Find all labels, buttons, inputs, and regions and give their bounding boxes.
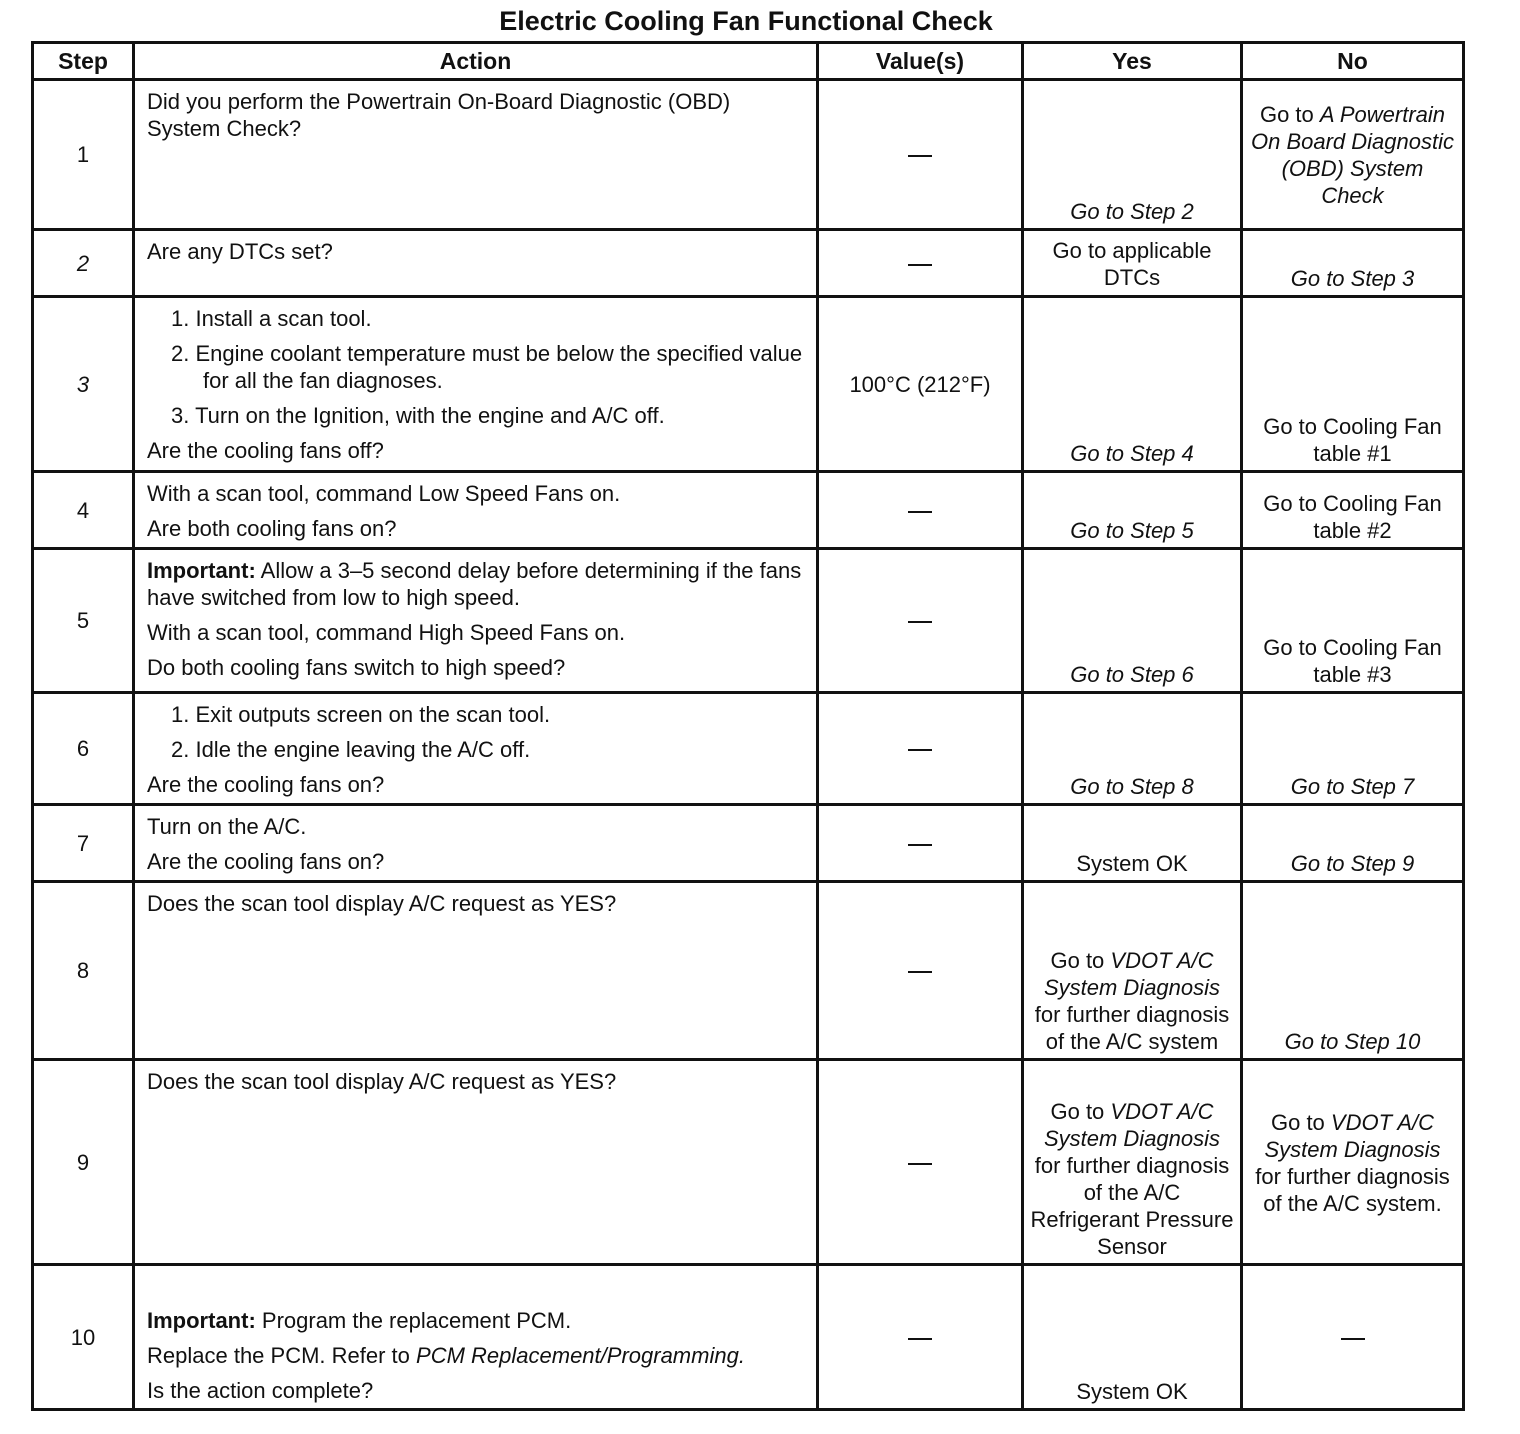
action-text: Does the scan tool display A/C request as YES?	[147, 1069, 617, 1094]
reference-link[interactable]: PCM Replacement/Programming.	[416, 1343, 745, 1368]
table-row	[33, 472, 1464, 549]
value-cell	[818, 693, 1023, 805]
action-question: Are the cooling fans off?	[147, 438, 384, 463]
action-list-item: 1. Install a scan tool.	[171, 306, 372, 331]
dash-mark	[908, 621, 932, 623]
step-number: 1	[33, 80, 134, 230]
action-text-prefix: Replace the PCM. Refer to	[147, 1343, 410, 1368]
important-text: Allow a 3–5 second delay before determining if the fans have switched from low to high speed.	[147, 558, 802, 610]
yes-cell	[1023, 80, 1242, 230]
no-cell	[1242, 80, 1464, 230]
action-cell	[134, 1265, 818, 1410]
value-cell	[818, 805, 1023, 882]
yes-link[interactable]: VDOT A/C System Diagnosis	[1043, 948, 1221, 1000]
dash-mark	[908, 749, 932, 751]
diagnostic-table	[31, 41, 1465, 1411]
no-link[interactable]: Go to Step 10	[1284, 1029, 1421, 1054]
no-cell	[1242, 549, 1464, 693]
action-list-item: 2. Idle the engine leaving the A/C off.	[171, 737, 531, 762]
yes-link[interactable]: Go to applicable DTCs	[1052, 237, 1212, 290]
action-cell	[134, 882, 818, 1060]
action-question: Are the cooling fans on?	[147, 849, 385, 874]
important-label: Important:	[147, 1308, 256, 1333]
yes-prefix: Go to	[1050, 948, 1105, 973]
yes-cell	[1023, 230, 1242, 297]
action-cell	[134, 549, 818, 693]
action-question: Is the action complete?	[147, 1378, 374, 1403]
step-number: 5	[33, 549, 134, 693]
table-row	[33, 805, 1464, 882]
value-cell	[818, 472, 1023, 549]
action-list-item: 3. Turn on the Ignition, with the engine and A/C off.	[171, 403, 665, 428]
no-link[interactable]: Go to Step 3	[1290, 266, 1415, 291]
dash-mark	[1341, 1338, 1365, 1340]
yes-cell	[1023, 693, 1242, 805]
dash-mark	[908, 264, 932, 266]
dash-mark	[908, 971, 932, 973]
action-question: Are both cooling fans on?	[147, 516, 397, 541]
table-row	[33, 1265, 1464, 1410]
step-number: 6	[33, 693, 134, 805]
step-number: 7	[33, 805, 134, 882]
action-cell	[134, 472, 818, 549]
action-text: Did you perform the Powertrain On-Board Diagnostic (OBD) System Check?	[147, 89, 731, 141]
dash-mark	[908, 155, 932, 157]
no-prefix: Go to	[1259, 102, 1314, 127]
yes-link[interactable]: VDOT A/C System Diagnosis	[1043, 1099, 1221, 1151]
yes-cell	[1023, 882, 1242, 1060]
no-cell	[1242, 693, 1464, 805]
yes-suffix: for further diagnosis of the A/C system	[1034, 1002, 1230, 1054]
no-link[interactable]: A Powertrain On Board Diagnostic (OBD) System Check	[1251, 102, 1454, 208]
page-title: Electric Cooling Fan Functional Check	[499, 6, 993, 36]
action-text: Turn on the A/C.	[147, 814, 307, 839]
value-cell	[818, 1265, 1023, 1410]
table-row	[33, 882, 1464, 1060]
step-number: 10	[33, 1265, 134, 1410]
value-text: 100°C (212°F)	[849, 371, 991, 397]
dash-mark	[908, 1338, 932, 1340]
yes-link[interactable]: Go to Step 5	[1070, 518, 1194, 543]
no-link[interactable]: Go to Cooling Fan table #3	[1263, 635, 1442, 687]
table-row	[33, 1060, 1464, 1265]
no-cell	[1242, 230, 1464, 297]
no-cell	[1242, 297, 1464, 472]
dash-mark	[908, 1163, 932, 1165]
yes-link[interactable]: Go to Step 4	[1070, 441, 1194, 466]
important-note	[147, 1307, 808, 1334]
no-cell	[1242, 1060, 1464, 1265]
header-yes: Yes	[1023, 43, 1242, 80]
yes-cell	[1023, 1060, 1242, 1265]
dash-mark	[908, 511, 932, 513]
dash-mark	[908, 844, 932, 846]
step-number: 4	[33, 472, 134, 549]
header-values: Value(s)	[818, 43, 1023, 80]
yes-link[interactable]: Go to Step 6	[1070, 662, 1194, 687]
no-cell	[1242, 882, 1464, 1060]
yes-result: System OK	[1076, 1379, 1188, 1404]
action-text: With a scan tool, command Low Speed Fans on.	[147, 481, 621, 506]
table-row	[33, 549, 1464, 693]
no-cell	[1242, 1265, 1464, 1410]
table-row	[33, 297, 1464, 472]
no-link[interactable]: Go to Step 9	[1290, 851, 1415, 876]
no-cell	[1242, 805, 1464, 882]
header-no: No	[1242, 43, 1464, 80]
yes-cell	[1023, 805, 1242, 882]
action-list-item: 1. Exit outputs screen on the scan tool.	[171, 702, 551, 727]
yes-link[interactable]: Go to Step 8	[1070, 774, 1194, 799]
step-number: 9	[33, 1060, 134, 1265]
action-text: With a scan tool, command High Speed Fans on.	[147, 620, 626, 645]
action-cell	[134, 1060, 818, 1265]
yes-cell	[1023, 549, 1242, 693]
action-question: Do both cooling fans switch to high speed?	[147, 655, 566, 680]
no-link[interactable]: VDOT A/C System Diagnosis	[1264, 1109, 1441, 1162]
action-question: Are the cooling fans on?	[147, 772, 385, 797]
value-cell	[818, 549, 1023, 693]
action-text: Does the scan tool display A/C request as YES?	[147, 891, 617, 916]
yes-cell	[1023, 1265, 1242, 1410]
value-cell	[818, 230, 1023, 297]
yes-cell	[1023, 297, 1242, 472]
yes-result: System OK	[1076, 851, 1188, 876]
important-note	[147, 557, 808, 611]
no-prefix: Go to	[1270, 1109, 1325, 1135]
action-cell	[134, 80, 818, 230]
table-row	[33, 80, 1464, 230]
value-cell	[818, 882, 1023, 1060]
no-link[interactable]: Go to Cooling Fan table #1	[1263, 414, 1442, 466]
header-step: Step	[33, 43, 134, 80]
action-list-item: 2. Engine coolant temperature must be below the specified value for all the fan diagnoses.	[171, 341, 803, 393]
step-number: 3	[33, 297, 134, 472]
header-action: Action	[134, 43, 818, 80]
table-row	[33, 693, 1464, 805]
action-text: Are any DTCs set?	[147, 239, 333, 264]
yes-suffix: for further diagnosis of the A/C Refrigerant Pressure Sensor	[1030, 1153, 1234, 1259]
action-cell	[134, 805, 818, 882]
action-cell	[134, 693, 818, 805]
no-link[interactable]: Go to Cooling Fan table #2	[1263, 491, 1442, 543]
value-cell	[818, 1060, 1023, 1265]
header-row	[33, 43, 1464, 80]
action-cell	[134, 230, 818, 297]
no-suffix: for further diagnosis of the A/C system.	[1255, 1163, 1450, 1216]
step-number: 8	[33, 882, 134, 1060]
step-number: 2	[33, 230, 134, 297]
table-row	[33, 230, 1464, 297]
important-text: Program the replacement PCM.	[261, 1308, 572, 1333]
yes-cell	[1023, 472, 1242, 549]
yes-prefix: Go to	[1050, 1099, 1105, 1124]
yes-link[interactable]: Go to Step 2	[1070, 199, 1194, 224]
no-cell	[1242, 472, 1464, 549]
value-cell	[818, 297, 1023, 472]
value-cell	[818, 80, 1023, 230]
important-label: Important:	[147, 558, 256, 583]
action-text	[147, 1342, 808, 1369]
action-cell	[134, 297, 818, 472]
no-link[interactable]: Go to Step 7	[1290, 774, 1415, 799]
